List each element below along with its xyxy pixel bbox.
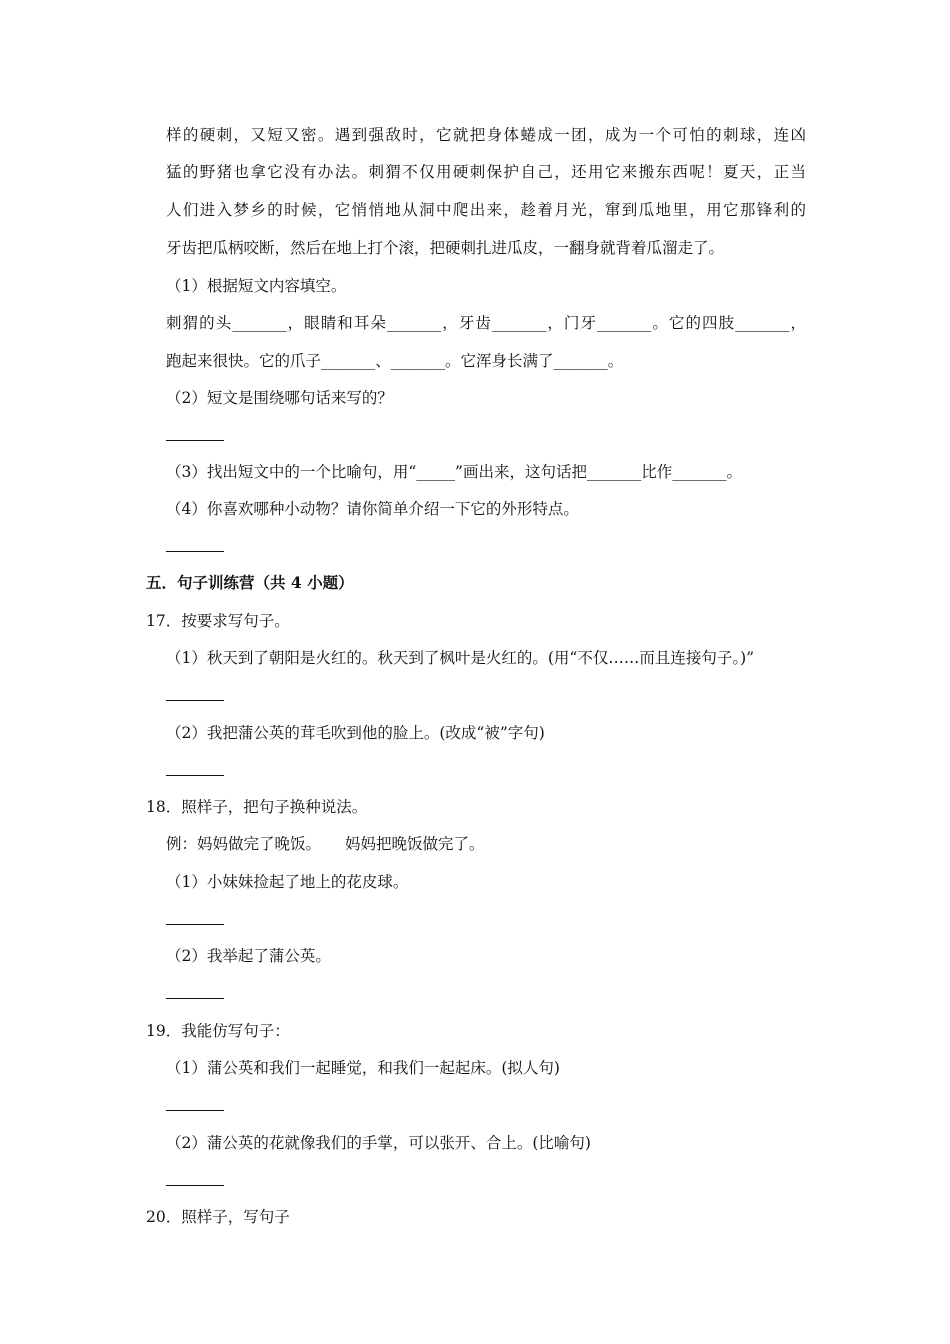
passage-line-1: 样的硬刺，又短又密。遇到强敌时，它就把身体蜷成一团，成为一个可怕的刺球，连凶 [166,126,806,144]
q16-sub1: （1）根据短文内容填空。 [166,277,347,295]
q18-sub2: （2）我举起了蒲公英。 [166,947,331,965]
q19-sub1-answer-line[interactable] [166,1110,224,1111]
q16-sub3: （3）找出短文中的一个比喻句，用“_____”画出来，这句话把_______比作_______。 [166,463,742,481]
passage-line-3: 人们进入梦乡的时候，它悄悄地从洞中爬出来，趁着月光，窜到瓜地里，用它那锋利的 [166,201,806,219]
q16-sub4: （4）你喜欢哪种小动物？请你简单介绍一下它的外形特点。 [166,500,579,518]
q17-sub1-answer-line[interactable] [166,700,224,701]
q18-example-rewritten: 妈妈把晚饭做完了。 [345,835,485,853]
q17-sub1: （1）秋天到了朝阳是火红的。秋天到了枫叶是火红的。(用“不仅……而且连接句子。)” [166,649,755,667]
q18-example-original: 例：妈妈做完了晚饭。 [166,835,322,853]
q20-title: 20．照样子，写句子 [146,1208,290,1226]
q18-example [166,834,485,854]
q16-sub2-answer-line[interactable] [166,440,224,441]
q16-sub4-answer-line[interactable] [166,551,224,552]
q19-title: 19．我能仿写句子： [146,1022,290,1040]
passage-line-4: 牙齿把瓜柄咬断，然后在地上打个滚，把硬刺扎进瓜皮，一翻身就背着瓜溜走了。 [166,239,725,257]
q19-sub2-answer-line[interactable] [166,1185,224,1186]
q18-title: 18．照样子，把句子换种说法。 [146,798,368,816]
q17-title: 17．按要求写句子。 [146,612,290,630]
q19-sub2: （2）蒲公英的花就像我们的手掌，可以张开、合上。(比喻句) [166,1134,591,1152]
q16-fill-line-2: 跑起来很快。它的爪子_______、_______。它浑身长满了_______。 [166,352,624,370]
q18-sub1: （1）小妹妹捡起了地上的花皮球。 [166,873,409,891]
q18-sub2-answer-line[interactable] [166,998,224,999]
q19-sub1: （1）蒲公英和我们一起睡觉，和我们一起起床。(拟人句) [166,1059,560,1077]
q17-sub2: （2）我把蒲公英的茸毛吹到他的脸上。(改成“被”字句) [166,724,545,742]
q17-sub2-answer-line[interactable] [166,775,224,776]
q16-sub2: （2）短文是围绕哪句话来写的？ [166,389,393,407]
q18-sub1-answer-line[interactable] [166,924,224,925]
passage-line-2: 猛的野猪也拿它没有办法。刺猬不仅用硬刺保护自己，还用它来搬东西呢！夏天，正当 [166,163,806,181]
section-five-heading: 五．句子训练营（共 4 小题） [146,573,354,592]
q16-fill-line-1: 刺猬的头_______，眼睛和耳朵_______，牙齿_______，门牙_______。它的四肢_______， [166,314,806,332]
